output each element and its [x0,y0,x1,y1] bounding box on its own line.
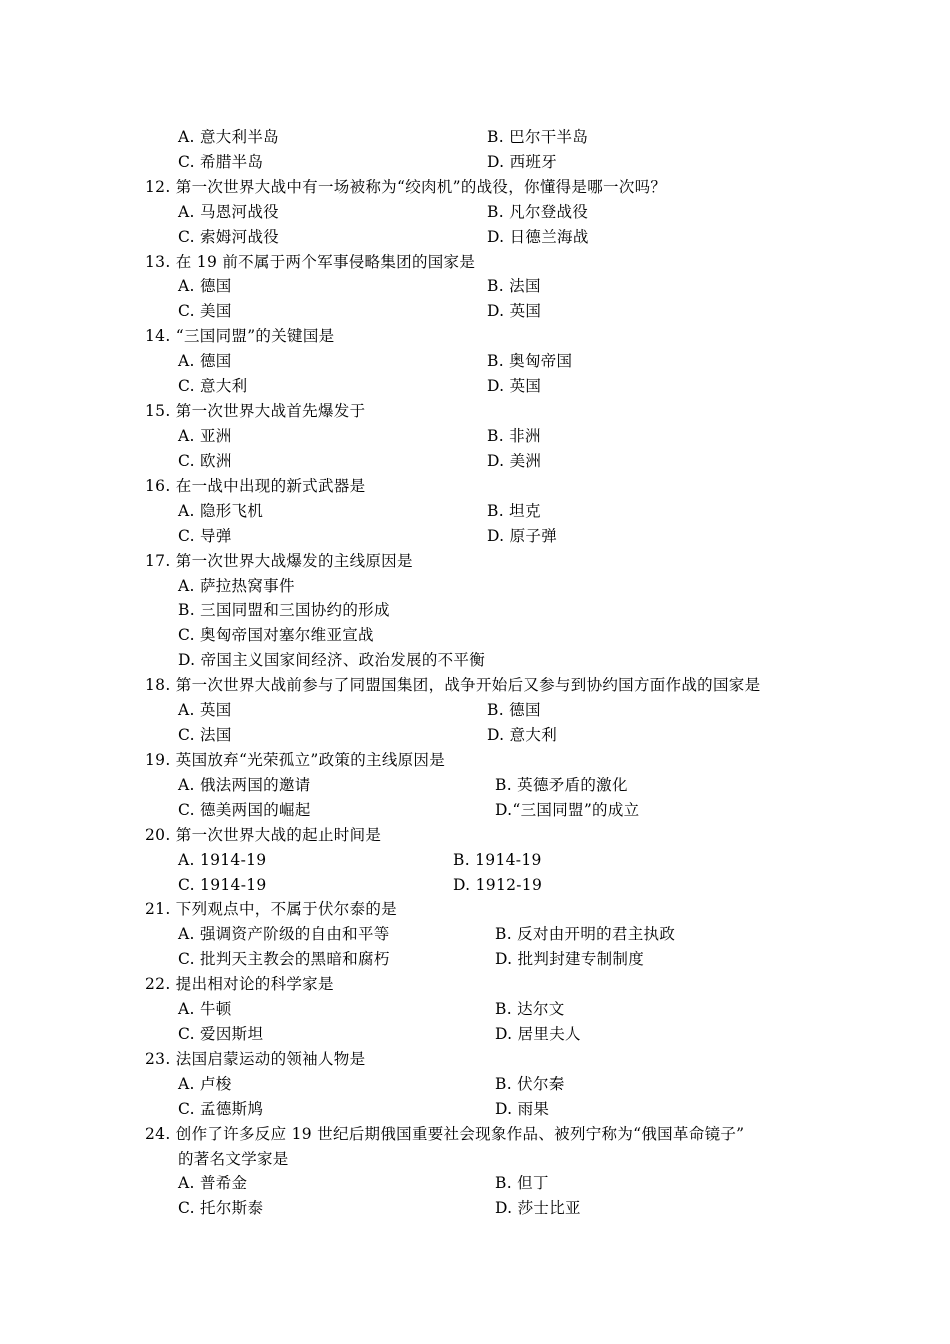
q21-option-a: A. 强调资产阶级的自由和平等 [178,925,390,943]
q12-option-a: A. 马恩河战役 [178,203,279,221]
q15-option-c: C. 欧洲 [178,452,232,470]
q11-option-c: C. 希腊半岛 [178,153,264,171]
q17-option-d: D. 帝国主义国家间经济、政治发展的不平衡 [178,651,486,669]
q12-option-c: C. 索姆河战役 [178,228,280,246]
q19-option-d: D.“三国同盟”的成立 [495,801,640,819]
q18-stem: 18. 第一次世界大战前参与了同盟国集团，战争开始后又参与到协约国方面作战的国家是 [145,676,761,694]
q14-option-c: C. 意大利 [178,377,248,395]
q24-option-a: A. 普希金 [178,1174,248,1192]
q22-option-d: D. 居里夫人 [495,1025,581,1043]
q17-option-c: C. 奥匈帝国对塞尔维亚宣战 [178,626,374,644]
q11-option-d: D. 西班牙 [487,153,558,171]
q16-option-d: D. 原子弹 [487,527,558,545]
q19-option-b: B. 英德矛盾的激化 [495,776,628,794]
q23-option-a: A. 卢梭 [178,1075,232,1093]
q21-option-d: D. 批判封建专制制度 [495,950,645,968]
q18-option-c: C. 法国 [178,726,232,744]
q22-option-c: C. 爱因斯坦 [178,1025,264,1043]
q14-option-d: D. 英国 [487,377,542,395]
q23-option-c: C. 孟德斯鸠 [178,1100,264,1118]
q12-option-d: D. 日德兰海战 [487,228,589,246]
q15-option-d: D. 美洲 [487,452,542,470]
q22-option-a: A. 牛顿 [178,1000,232,1018]
q13-option-c: C. 美国 [178,302,232,320]
q16-option-c: C. 导弹 [178,527,232,545]
q16-option-b: B. 坦克 [487,502,541,520]
q21-stem: 21. 下列观点中，不属于伏尔泰的是 [145,900,397,918]
q16-option-a: A. 隐形飞机 [178,502,264,520]
q22-option-b: B. 达尔文 [495,1000,565,1018]
q24-option-b: B. 但丁 [495,1174,549,1192]
q14-option-a: A. 德国 [178,352,232,370]
q20-option-c: C. 1914-19 [178,876,267,894]
q15-stem: 15. 第一次世界大战首先爆发于 [145,402,366,420]
q13-option-b: B. 法国 [487,277,541,295]
q21-option-c: C. 批判天主教会的黑暗和腐朽 [178,950,390,968]
q24-stem: 24. 创作了许多反应 19 世纪后期俄国重要社会现象作品、被列宁称为“俄国革命镜子” [145,1125,745,1143]
q22-stem: 22. 提出相对论的科学家是 [145,975,334,993]
q14-stem: 14. “三国同盟”的关键国是 [145,327,335,345]
q16-stem: 16. 在一战中出现的新式武器是 [145,477,366,495]
q19-option-a: A. 俄法两国的邀请 [178,776,311,794]
q23-option-b: B. 伏尔秦 [495,1075,565,1093]
q24-option-d: D. 莎士比亚 [495,1199,581,1217]
q20-option-a: A. 1914-19 [178,851,267,869]
q21-option-b: B. 反对由开明的君主执政 [495,925,676,943]
q11-option-a: A. 意大利半岛 [178,128,279,146]
q15-option-a: A. 亚洲 [178,427,232,445]
q20-stem: 20. 第一次世界大战的起止时间是 [145,826,382,844]
q20-option-b: B. 1914-19 [453,851,542,869]
q13-option-d: D. 英国 [487,302,542,320]
q17-option-a: A. 萨拉热窝事件 [178,577,295,595]
q19-stem: 19. 英国放弃“光荣孤立”政策的主线原因是 [145,751,446,769]
q12-option-b: B. 凡尔登战役 [487,203,589,221]
q11-option-b: B. 巴尔干半岛 [487,128,589,146]
q23-option-d: D. 雨果 [495,1100,550,1118]
q23-stem: 23. 法国启蒙运动的领袖人物是 [145,1050,366,1068]
q12-stem: 12. 第一次世界大战中有一场被称为“绞肉机”的战役，你懂得是哪一次吗？ [145,178,667,196]
q17-option-b: B. 三国同盟和三国协约的形成 [178,601,390,619]
q17-stem: 17. 第一次世界大战爆发的主线原因是 [145,552,413,570]
q18-option-d: D. 意大利 [487,726,558,744]
q24-option-c: C. 托尔斯泰 [178,1199,264,1217]
q24-stem-continued: 的著名文学家是 [178,1150,289,1168]
q19-option-c: C. 德美两国的崛起 [178,801,311,819]
q14-option-b: B. 奥匈帝国 [487,352,573,370]
q13-stem: 13. 在 19 前不属于两个军事侵略集团的国家是 [145,253,476,271]
q15-option-b: B. 非洲 [487,427,541,445]
q18-option-a: A. 英国 [178,701,232,719]
q18-option-b: B. 德国 [487,701,541,719]
q20-option-d: D. 1912-19 [453,876,543,894]
q13-option-a: A. 德国 [178,277,232,295]
